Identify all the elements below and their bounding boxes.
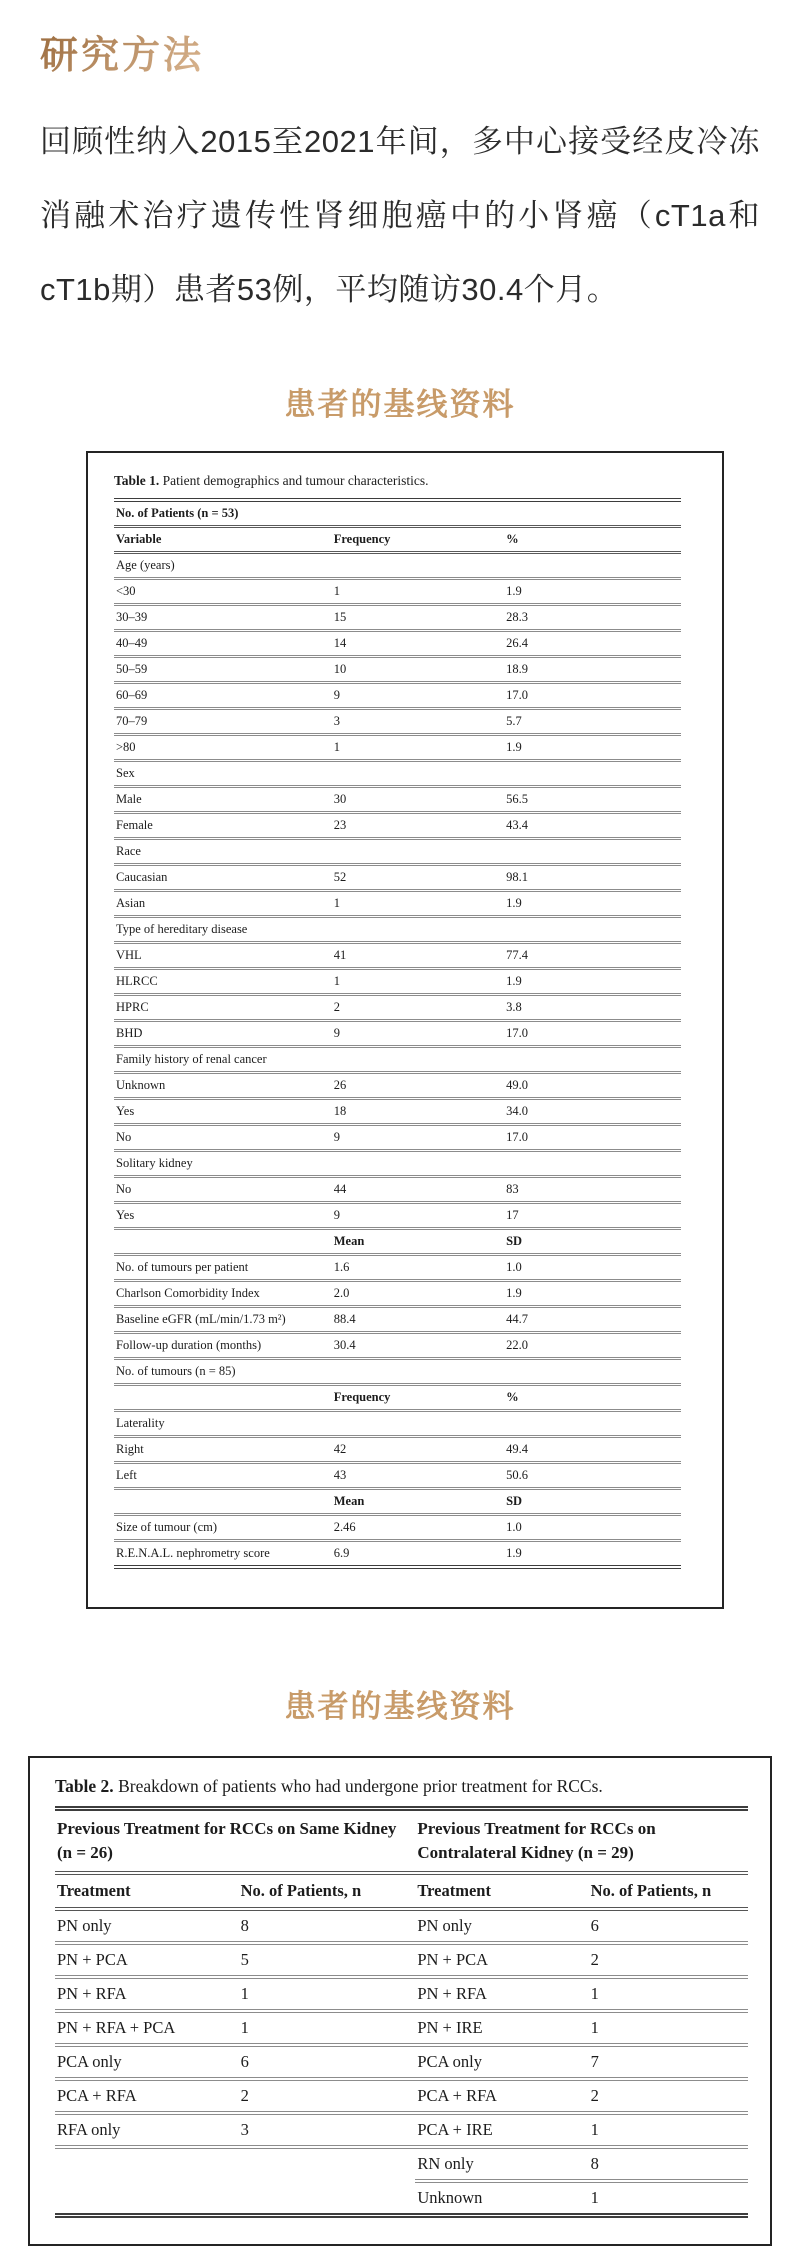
table-cell: PN + PCA <box>55 1943 239 1977</box>
table1-row <box>114 1177 681 1203</box>
table1-row <box>114 1515 681 1541</box>
table1-row <box>114 1437 681 1463</box>
table-cell: 15 <box>332 605 504 631</box>
table1-row <box>114 1541 681 1568</box>
table-cell: % <box>504 1385 681 1411</box>
table-cell: 7 <box>589 2045 748 2079</box>
table-cell: 28.3 <box>504 605 681 631</box>
table-cell: 18.9 <box>504 657 681 683</box>
table-cell: 1 <box>589 2113 748 2147</box>
table-cell <box>114 1229 332 1255</box>
table-cell: 50.6 <box>504 1463 681 1489</box>
table-cell: 1.6 <box>332 1255 504 1281</box>
table-cell: Charlson Comorbidity Index <box>114 1281 332 1307</box>
table-cell: Follow-up duration (months) <box>114 1333 332 1359</box>
table-cell: Asian <box>114 891 332 917</box>
table-cell: Mean <box>332 1229 504 1255</box>
table-cell: 8 <box>589 2147 748 2181</box>
table-cell: 22.0 <box>504 1333 681 1359</box>
table1-row <box>114 579 681 605</box>
table-cell: 40–49 <box>114 631 332 657</box>
table-cell: Solitary kidney <box>114 1151 681 1177</box>
table-cell: Unknown <box>417 2188 483 2207</box>
table-cell: 1 <box>590 2188 599 2207</box>
table-cell: Mean <box>332 1489 504 1515</box>
table1-row <box>114 1073 681 1099</box>
table-cell: 77.4 <box>504 943 681 969</box>
table2-row <box>55 2079 748 2113</box>
table-cell: 49.4 <box>504 1437 681 1463</box>
table2-row <box>55 2011 748 2045</box>
table-cell: 3.8 <box>504 995 681 1021</box>
table2-caption <box>55 1776 748 1797</box>
table-cell: R.E.N.A.L. nephrometry score <box>116 1546 270 1560</box>
table-cell: % <box>504 527 681 553</box>
table2-col-treatment-right: Treatment <box>415 1873 588 1909</box>
table1-row <box>114 527 681 553</box>
table1-row <box>114 943 681 969</box>
table-cell: No. of tumours per patient <box>114 1255 332 1281</box>
table1-row <box>114 995 681 1021</box>
table-cell: Right <box>114 1437 332 1463</box>
subheading-baseline-1: 患者的基线资料 <box>284 387 516 422</box>
table1-row <box>114 865 681 891</box>
table1-row <box>114 1203 681 1229</box>
table-cell: Size of tumour (cm) <box>114 1515 332 1541</box>
table-cell: 3 <box>332 709 504 735</box>
table-cell: 34.0 <box>504 1099 681 1125</box>
table1-row <box>114 761 681 787</box>
table-cell: PCA only <box>415 2045 588 2079</box>
table-cell: 1.9 <box>504 891 681 917</box>
table-cell: Sex <box>114 761 681 787</box>
table-cell: Unknown <box>114 1073 332 1099</box>
table-cell: 30 <box>332 787 504 813</box>
table-cell: No <box>114 1125 332 1151</box>
table-cell: 26.4 <box>504 631 681 657</box>
table-cell: 1.9 <box>504 1281 681 1307</box>
table-cell: 70–79 <box>114 709 332 735</box>
table-cell: RN only <box>415 2147 588 2181</box>
table-cell: PN only <box>415 1909 588 1943</box>
table-cell: PCA + IRE <box>415 2113 588 2147</box>
table-cell: Left <box>114 1463 332 1489</box>
table-cell: SD <box>504 1229 681 1255</box>
table1-row <box>114 1411 681 1437</box>
table2-row <box>55 2181 748 2216</box>
table-cell <box>239 2147 416 2181</box>
table-cell: 1.0 <box>504 1255 681 1281</box>
table1-card <box>86 451 724 1609</box>
table-cell: 41 <box>332 943 504 969</box>
table1-row <box>114 631 681 657</box>
table-cell: 1 <box>332 891 504 917</box>
intro-paragraph: 回顾性纳入2015至2021年间，多中心接受经皮冷冻消融术治疗遗传性肾细胞癌中的小肾癌（cT1a和cT1b期）患者53例，平均随访30.4个月。 <box>40 124 760 307</box>
table-cell: 60–69 <box>114 683 332 709</box>
table1-row <box>114 1333 681 1359</box>
table-cell: 1 <box>332 579 504 605</box>
table-cell: Yes <box>114 1203 332 1229</box>
table1-row <box>114 891 681 917</box>
table-cell: 26 <box>332 1073 504 1099</box>
table1-row <box>114 1151 681 1177</box>
table1-row <box>114 683 681 709</box>
table-cell: 44.7 <box>504 1307 681 1333</box>
table1-row <box>114 1489 681 1515</box>
table1-row <box>114 1047 681 1073</box>
table1-row <box>114 1125 681 1151</box>
table2-prior-treatment <box>55 1806 748 2218</box>
table2-caption-text: Breakdown of patients who had undergone prior treatment for RCCs. <box>118 1776 603 1796</box>
table-cell: 88.4 <box>332 1307 504 1333</box>
table-cell: 1 <box>239 1977 416 2011</box>
table-cell: 43.4 <box>504 813 681 839</box>
table2-column-header-row <box>55 1873 748 1909</box>
table-cell: 6 <box>239 2045 416 2079</box>
table-cell: Yes <box>114 1099 332 1125</box>
table-cell: 1.9 <box>504 969 681 995</box>
table-cell: Variable <box>114 527 332 553</box>
table-cell: 1 <box>589 1977 748 2011</box>
table-cell: <30 <box>114 579 332 605</box>
table-cell: 56.5 <box>504 787 681 813</box>
table-cell: 49.0 <box>504 1073 681 1099</box>
table1-row <box>114 1229 681 1255</box>
table-cell <box>55 2181 239 2216</box>
table1-row <box>114 1463 681 1489</box>
table-cell: 17.0 <box>504 1125 681 1151</box>
page-title: 研究方法 <box>40 24 204 79</box>
table-cell: 5.7 <box>504 709 681 735</box>
table1-row <box>114 500 681 527</box>
table-cell: 1.9 <box>504 579 681 605</box>
table-cell: PCA + RFA <box>55 2079 239 2113</box>
table2-col-patients-right: No. of Patients, n <box>589 1873 748 1909</box>
table-cell: 5 <box>239 1943 416 1977</box>
table-cell: HLRCC <box>114 969 332 995</box>
table-cell: 9 <box>332 1203 504 1229</box>
table1-row <box>114 1385 681 1411</box>
table-cell: 18 <box>332 1099 504 1125</box>
table1-row <box>114 1307 681 1333</box>
table1-row <box>114 787 681 813</box>
table-cell: 1 <box>332 735 504 761</box>
table-cell <box>55 2147 239 2181</box>
table-cell: 23 <box>332 813 504 839</box>
table2-card <box>28 1756 772 2246</box>
table-cell: 52 <box>332 865 504 891</box>
table-cell: 2.0 <box>332 1281 504 1307</box>
table-cell: 9 <box>332 1021 504 1047</box>
table-cell: BHD <box>114 1021 332 1047</box>
table-cell: 1.9 <box>504 735 681 761</box>
table-cell: 14 <box>332 631 504 657</box>
table2-col-patients-left: No. of Patients, n <box>239 1873 416 1909</box>
table2-row <box>55 2113 748 2147</box>
table-cell: 17 <box>504 1203 681 1229</box>
table1-row <box>114 553 681 579</box>
table-cell: Female <box>114 813 332 839</box>
table1-row <box>114 735 681 761</box>
table-cell: PN + RFA + PCA <box>55 2011 239 2045</box>
table-cell: No <box>114 1177 332 1203</box>
table-cell: Frequency <box>332 1385 504 1411</box>
table-cell: PN + RFA <box>415 1977 588 2011</box>
table-cell: 2 <box>332 995 504 1021</box>
table2-col-treatment-left: Treatment <box>55 1873 239 1909</box>
table1-row <box>114 1255 681 1281</box>
table2-group-header-same-kidney: Previous Treatment for RCCs on Same Kidney (n = 26) <box>55 1809 415 1874</box>
table-cell: 1 <box>332 969 504 995</box>
table1-row <box>114 1281 681 1307</box>
table1-caption <box>114 473 681 489</box>
table-cell: 2 <box>589 2079 748 2113</box>
table1-row <box>114 813 681 839</box>
table-cell: PN + PCA <box>415 1943 588 1977</box>
table1-caption-text: Patient demographics and tumour characteristics. <box>162 473 429 488</box>
table2-row <box>55 1909 748 1943</box>
table-cell: PN only <box>55 1909 239 1943</box>
table-cell: Frequency <box>332 527 504 553</box>
table-cell: Race <box>114 839 681 865</box>
table-cell: 2 <box>589 1943 748 1977</box>
table-cell: 98.1 <box>504 865 681 891</box>
table-cell: SD <box>504 1489 681 1515</box>
subheading-baseline-2: 患者的基线资料 <box>284 1689 516 1724</box>
table-cell: RFA only <box>55 2113 239 2147</box>
table-cell: 3 <box>239 2113 416 2147</box>
table-cell: 8 <box>239 1909 416 1943</box>
table-cell: PCA + RFA <box>415 2079 588 2113</box>
table-cell: 9 <box>332 683 504 709</box>
table-cell: 44 <box>332 1177 504 1203</box>
table-cell: 17.0 <box>504 683 681 709</box>
table1-row <box>114 1359 681 1385</box>
table1-row <box>114 839 681 865</box>
table-cell: PCA only <box>55 2045 239 2079</box>
table1-row <box>114 709 681 735</box>
table-cell <box>239 2181 416 2216</box>
table-cell: PN + RFA <box>55 1977 239 2011</box>
table-cell: 6.9 <box>333 1546 350 1560</box>
table-cell: 1 <box>239 2011 416 2045</box>
table-cell: 30–39 <box>114 605 332 631</box>
table-cell: 17.0 <box>504 1021 681 1047</box>
table-cell: 1.9 <box>506 1546 522 1560</box>
table2-row <box>55 2045 748 2079</box>
table1-row <box>114 969 681 995</box>
table-cell: HPRC <box>114 995 332 1021</box>
table-cell: 6 <box>589 1909 748 1943</box>
table-cell: 2.46 <box>332 1515 504 1541</box>
table-cell: Laterality <box>114 1411 681 1437</box>
table-cell: 42 <box>332 1437 504 1463</box>
table-cell: 10 <box>332 657 504 683</box>
table2-row <box>55 1943 748 1977</box>
table-cell: Caucasian <box>114 865 332 891</box>
table-cell: 9 <box>332 1125 504 1151</box>
table2-group-header-contralateral-kidney: Previous Treatment for RCCs on Contralateral Kidney (n = 29) <box>415 1809 748 1874</box>
table-cell: No. of Patients (n = 53) <box>114 500 681 527</box>
table1-row <box>114 1099 681 1125</box>
table1-row <box>114 1021 681 1047</box>
table-cell: PN + IRE <box>415 2011 588 2045</box>
table-cell: 2 <box>239 2079 416 2113</box>
table-cell: 50–59 <box>114 657 332 683</box>
table-cell: Type of hereditary disease <box>114 917 681 943</box>
table-cell <box>114 1489 332 1515</box>
table1-demographics <box>114 498 681 1569</box>
table2-row <box>55 1977 748 2011</box>
table-cell: 1 <box>589 2011 748 2045</box>
table1-caption-label: Table 1. <box>114 473 160 488</box>
table1-row <box>114 605 681 631</box>
table-cell: 43 <box>332 1463 504 1489</box>
table2-caption-label: Table 2. <box>55 1776 114 1796</box>
table-cell: Age (years) <box>114 553 681 579</box>
table2-group-header-row <box>55 1809 748 1874</box>
table-cell: VHL <box>114 943 332 969</box>
table-cell <box>114 1385 332 1411</box>
table-cell: 1.0 <box>504 1515 681 1541</box>
table2-row <box>55 2147 748 2181</box>
table-cell: 83 <box>504 1177 681 1203</box>
table-cell: Family history of renal cancer <box>114 1047 681 1073</box>
table-cell: No. of tumours (n = 85) <box>114 1359 681 1385</box>
table-cell: Male <box>114 787 332 813</box>
table1-row <box>114 917 681 943</box>
table-cell: Baseline eGFR (mL/min/1.73 m²) <box>114 1307 332 1333</box>
table1-row <box>114 657 681 683</box>
table-cell: 30.4 <box>332 1333 504 1359</box>
table-cell: >80 <box>114 735 332 761</box>
